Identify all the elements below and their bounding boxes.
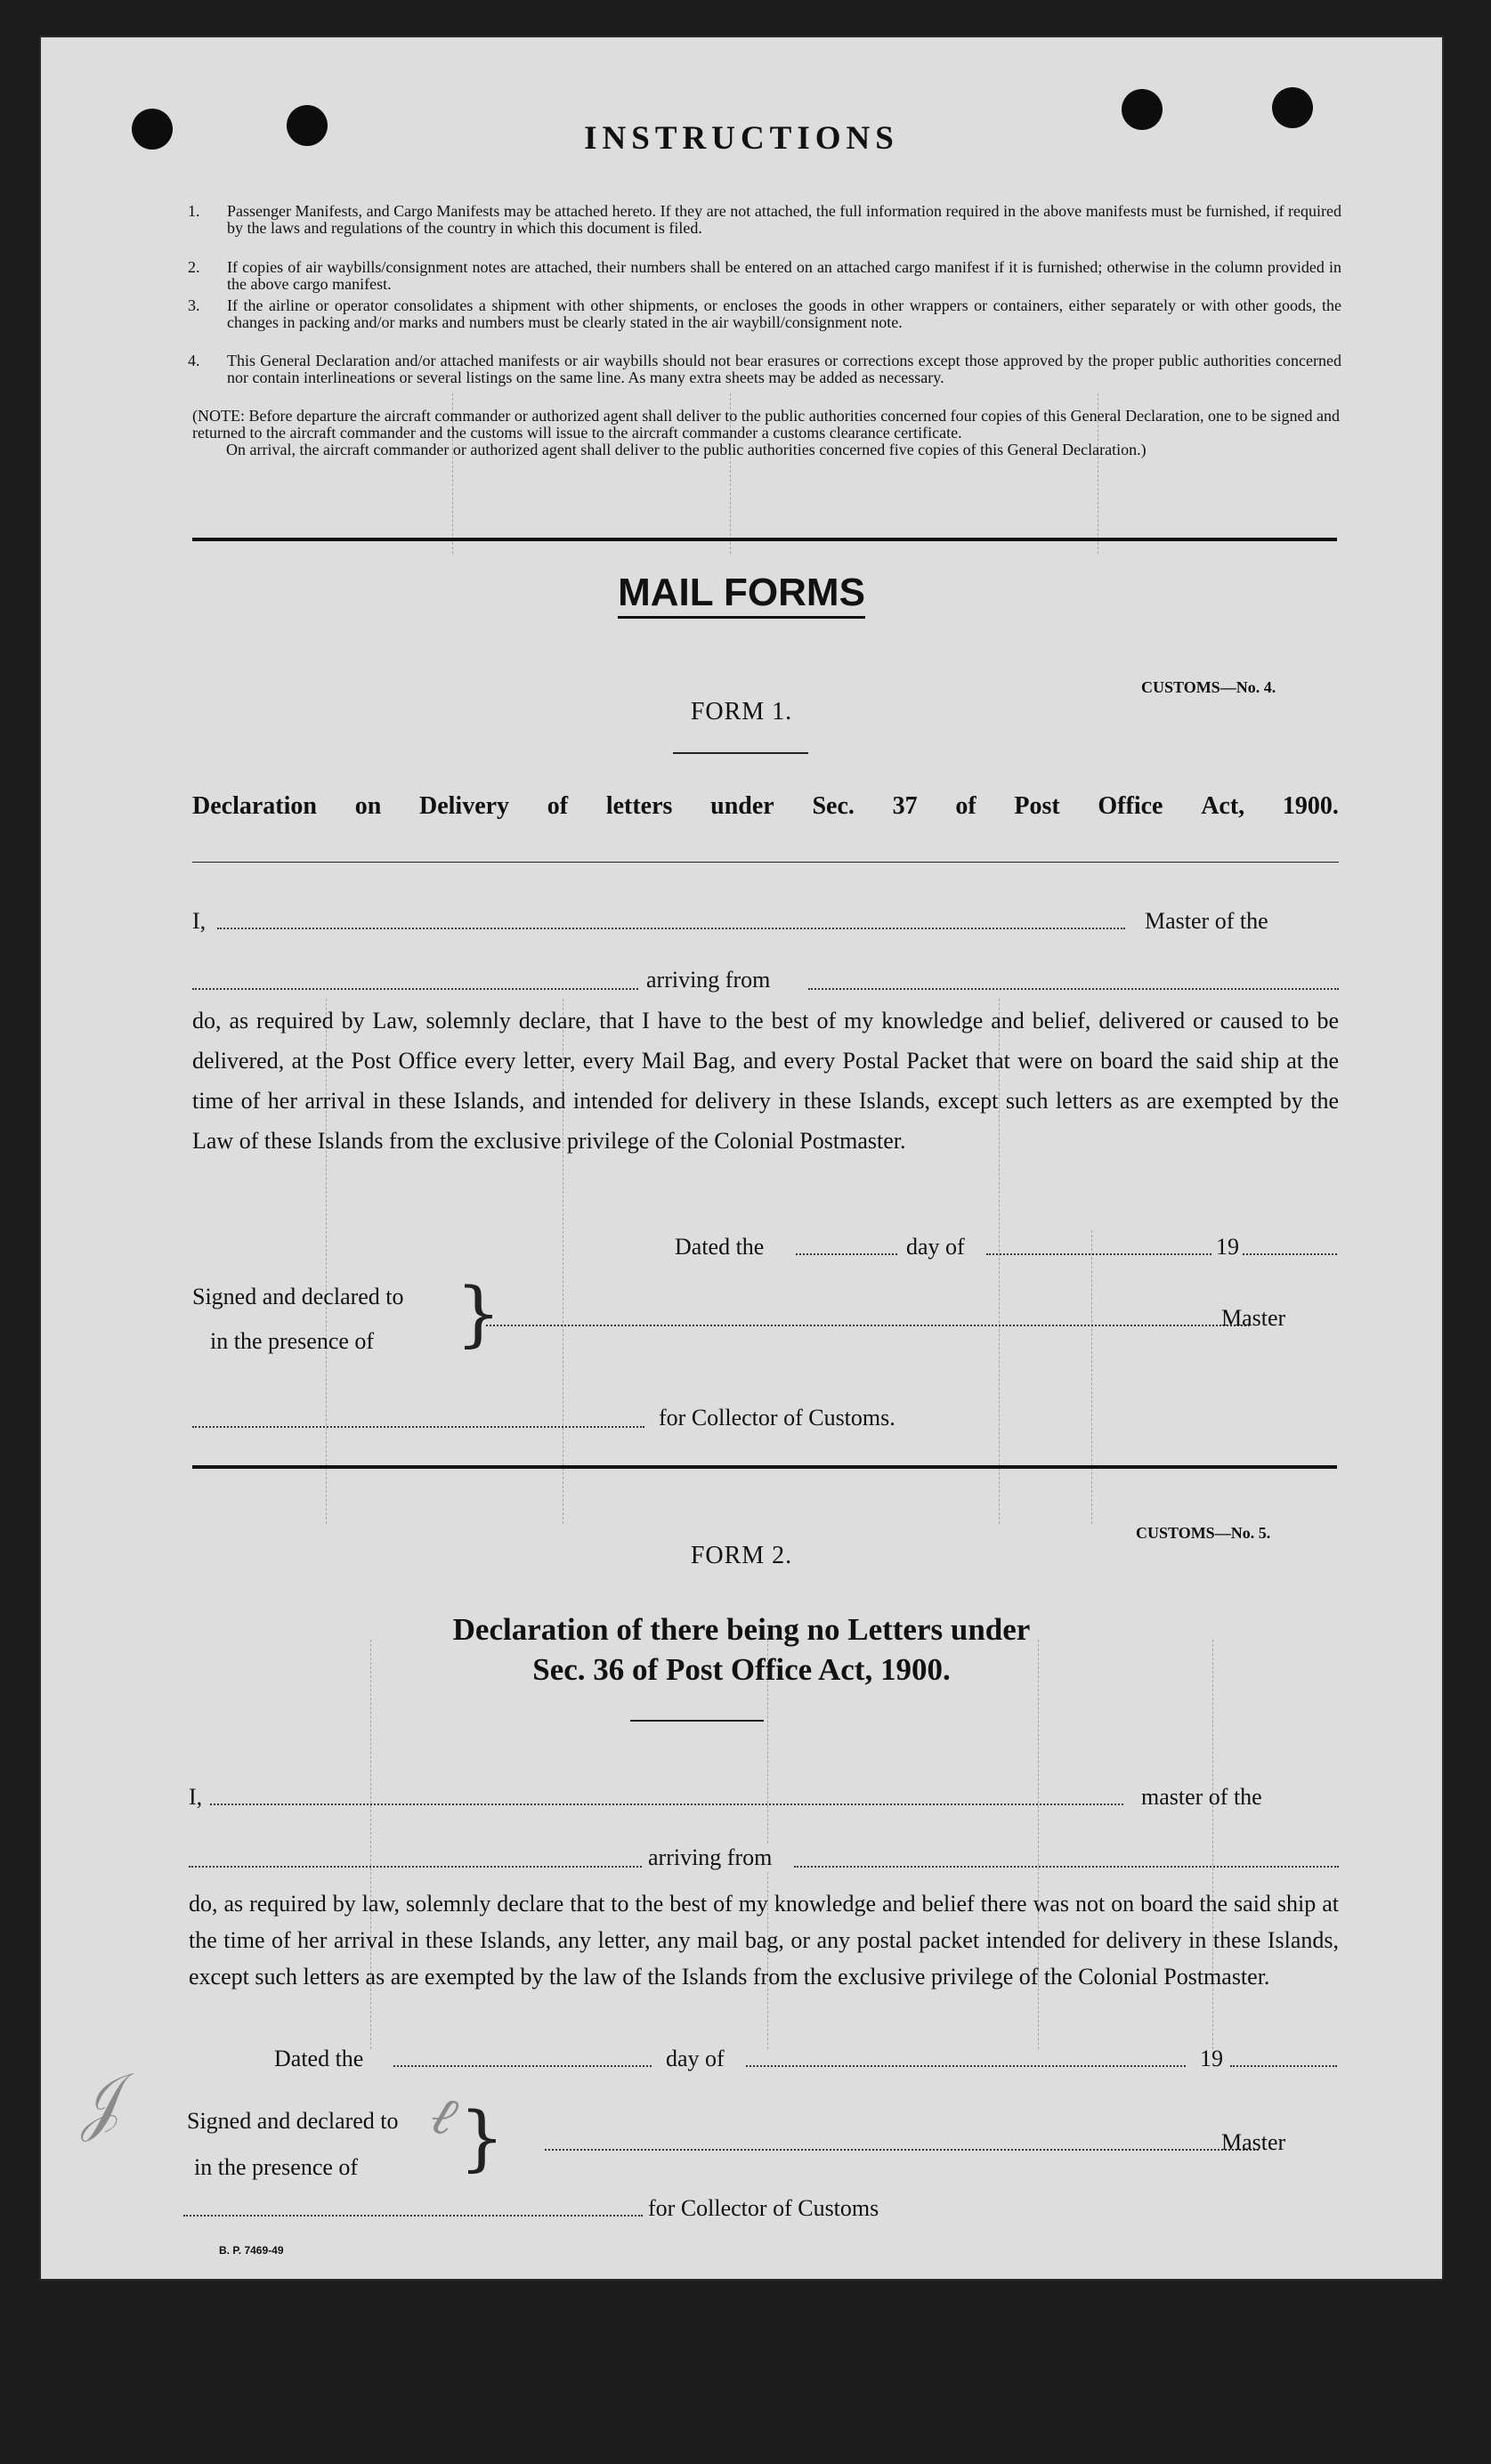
declaration-word: 37 (892, 792, 918, 820)
document-page (41, 37, 1442, 2279)
form2-title-line2: Sec. 36 of Post Office Act, 1900. (532, 1652, 951, 1687)
form2-origin-field[interactable] (794, 1866, 1339, 1868)
form1-master-signature-field[interactable] (486, 1325, 1250, 1326)
form2-i-label: I, (189, 1784, 203, 1810)
form1-date-field[interactable] (796, 1253, 897, 1255)
title-underline (630, 1720, 764, 1722)
instruction-item (188, 353, 1341, 386)
form2-master-label: Master (1221, 2129, 1286, 2155)
instruction-text: This General Declaration and/or attached manifests or air waybills should not bear erasures or corrections except those approved by the proper public authorities concerned nor contain interlineations or several listings on the same line. As many extra sheets may be added as necessary. (227, 352, 1341, 386)
instruction-item (188, 297, 1341, 331)
instruction-text: Passenger Manifests, and Cargo Manifests may be attached hereto. If they are not attached, the full information required in the above manifests must be furnished, if required by the laws and regulations of the country in which this document is filed. (227, 202, 1341, 237)
note-text-arrival: On arrival, the aircraft commander or authorized agent shall deliver to the public authorities concerned five copies of this General Declaration.) (226, 441, 1147, 458)
declaration-word: Sec. (812, 792, 855, 820)
form2-date-field[interactable] (393, 2065, 652, 2067)
form1-body: do, as required by Law, solemnly declare, that I have to the best of my knowledge and belief, delivered or caused to be delivered, at the Post Office every letter, every Mail Bag, and every Postal Packet that were on board the said ship at the time of her arrival in these Islands, and intended for delivery in these Islands, except such letters as are exempted by the Law of these Islands from the exclusive privilege of the Colonial Postmaster. (192, 1008, 1339, 1154)
form2-arriving-from: arriving from (643, 1844, 777, 1871)
instruction-note (192, 408, 1346, 458)
form1-year-field[interactable] (1243, 1253, 1337, 1255)
fold-line (1091, 1230, 1092, 1524)
form2-collector-label: for Collector of Customs (648, 2195, 879, 2221)
form2-dated-the: Dated the (274, 2046, 364, 2071)
instruction-text: If the airline or operator consolidates a shipment with other shipments, or encloses the goods in other wrappers or containers, either separately or with other goods, the changes in packing and/or marks and numbers must be clearly stated in the air waybill/consignment note. (227, 296, 1341, 331)
bracket: } (459, 2096, 505, 2179)
form1-master-of-the: Master of the (1145, 908, 1268, 934)
heading-underline (673, 752, 808, 754)
instruction-text: If copies of air waybills/consignment notes are attached, their numbers shall be entered on an attached cargo manifest if it is furnished; otherwise in the column provided in the above cargo manifest. (227, 258, 1341, 293)
customs-form-number: CUSTOMS—No. 4. (1141, 678, 1276, 696)
declaration-word: Post (1014, 792, 1060, 820)
form1-presence-label: in the presence of (210, 1328, 375, 1354)
form2-year-field[interactable] (1230, 2065, 1337, 2067)
declaration-word: of (547, 792, 569, 820)
form-print-code: B. P. 7469-49 (219, 2244, 284, 2257)
mail-forms-title: MAIL FORMS (41, 570, 1442, 615)
declaration-underline (192, 862, 1339, 863)
form1-signed-label: Signed and declared to (192, 1284, 404, 1309)
form2-heading: FORM 2. (690, 1542, 793, 1569)
declaration-word: under (710, 792, 774, 820)
form1-master-label: Master (1221, 1305, 1286, 1331)
form1-month-field[interactable] (986, 1253, 1243, 1255)
section-divider (192, 538, 1337, 541)
customs-form-number: CUSTOMS—No. 5. (1136, 1524, 1271, 1542)
form2-signed-label: Signed and declared to (187, 2108, 399, 2134)
form2-title-line1: Declaration of there being no Letters under (452, 1612, 1031, 1647)
declaration-word: 1900. (1282, 792, 1339, 820)
bracket: } (456, 1272, 501, 1355)
form1-origin-field[interactable] (808, 988, 1339, 990)
form2-master-name-field[interactable] (210, 1803, 1123, 1805)
instructions-title: INSTRUCTIONS (584, 120, 899, 157)
form2-month-field[interactable] (746, 2065, 1186, 2067)
form1-ship-name-field[interactable] (192, 988, 655, 990)
declaration-word: Delivery (418, 792, 510, 820)
instruction-number: 4. (188, 352, 200, 369)
declaration-word: on (354, 792, 382, 820)
form1-master-name-field[interactable] (217, 928, 1125, 929)
form2-master-signature-field[interactable] (545, 2149, 1259, 2151)
declaration-word: letters (605, 792, 673, 820)
form1-declaration-title (192, 792, 1339, 821)
form1-i-label: I, (192, 908, 207, 934)
section-divider (192, 1465, 1337, 1469)
handwritten-signature: ℓ (422, 2082, 466, 2150)
handwritten-signature: 𝒥 (69, 2063, 127, 2144)
form2-year: 19 (1200, 2046, 1223, 2071)
form2-day-of: day of (666, 2046, 725, 2071)
form1-arriving-from: arriving from (639, 967, 777, 993)
form1-year: 19 (1212, 1234, 1243, 1260)
instruction-item (188, 203, 1341, 237)
form2-ship-name-field[interactable] (189, 1866, 669, 1868)
instruction-number: 1. (188, 202, 200, 220)
form1-collector-signature-field[interactable] (192, 1426, 644, 1428)
instruction-number: 2. (188, 258, 200, 276)
form1-dated-the: Dated the (675, 1234, 765, 1260)
form2-collector-signature-field[interactable] (183, 2215, 643, 2217)
form2-master-of-the: master of the (1141, 1784, 1262, 1810)
note-text: (NOTE: Before departure the aircraft commander or authorized agent shall deliver to the public authorities concerned four copies of this General Declaration, one to be signed and returned to the aircraft commander and the customs will issue to the aircraft commander a customs clearance certificate. (192, 407, 1340, 442)
declaration-word: Declaration (192, 792, 317, 820)
instruction-number: 3. (188, 296, 200, 314)
declaration-word: of (955, 792, 976, 820)
instruction-item (188, 259, 1341, 293)
form1-heading: FORM 1. (690, 698, 793, 725)
form2-presence-label: in the presence of (194, 2154, 359, 2180)
declaration-word: Act, (1201, 792, 1245, 820)
form1-collector-label: for Collector of Customs. (659, 1405, 895, 1431)
form2-body: do, as required by law, solemnly declare that to the best of my knowledge and belief there was not on board the said ship at the time of her arrival in these Islands, any letter, any mail bag, or any postal packet intended for delivery in these Islands, except such letters as are exempted by the law of the Islands from the exclusive privilege of the Colonial Postmaster. (189, 1891, 1339, 1990)
form1-day-of: day of (906, 1234, 965, 1260)
declaration-word: Office (1098, 792, 1163, 820)
